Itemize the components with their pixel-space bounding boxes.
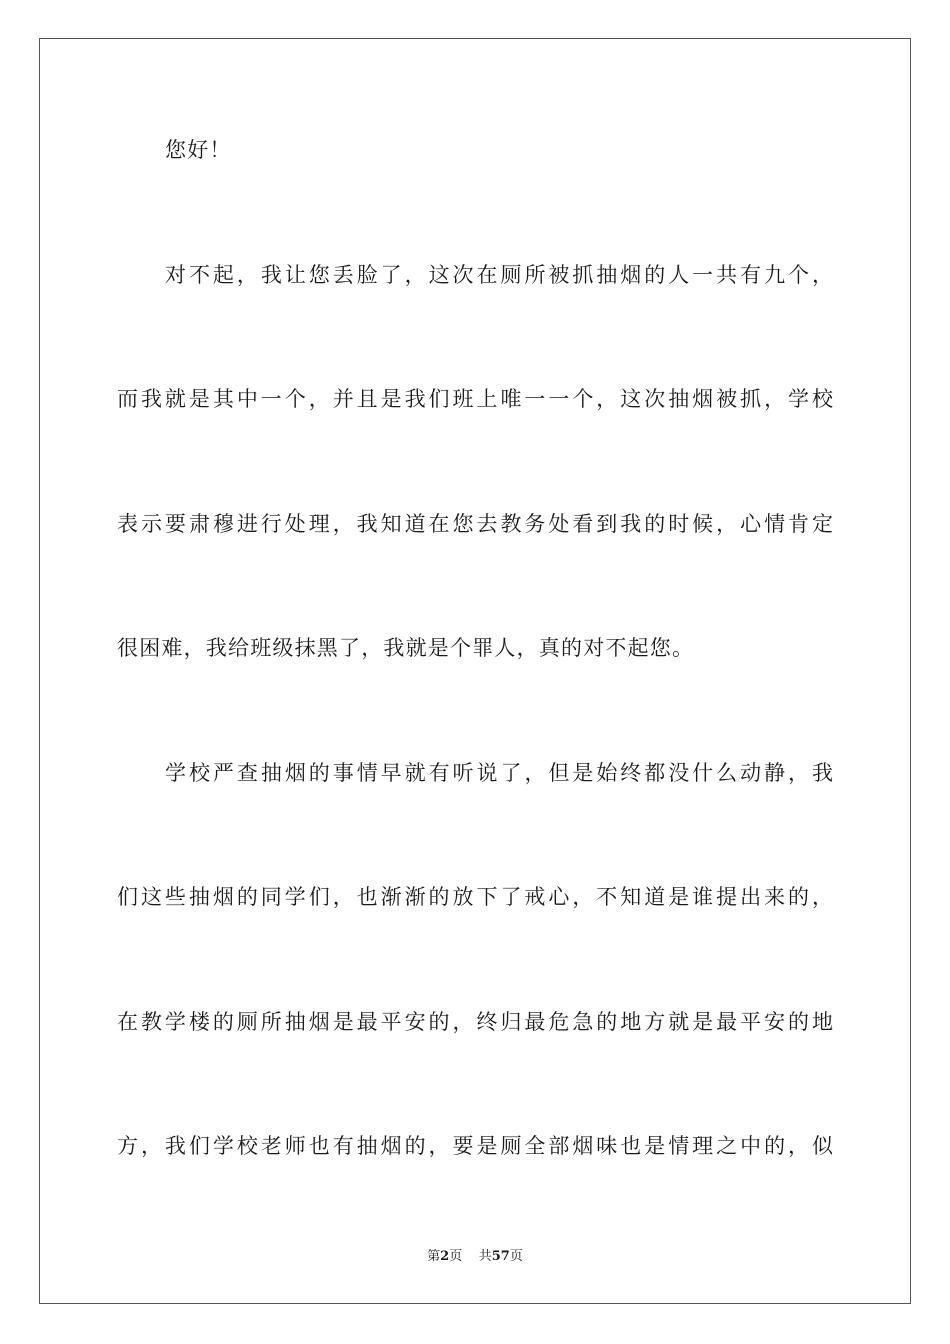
page-border	[39, 38, 911, 1304]
text-line: 对不起，我让您丢脸了，这次在厕所被抓抽烟的人一共有九个，	[165, 263, 833, 287]
text-line: 表示要肃穆进行处理，我知道在您去教务处看到我的时候，心情肯定	[117, 512, 833, 536]
page-prefix: 第	[427, 1249, 441, 1264]
text-line: 而我就是其中一个，并且是我们班上唯一一个，这次抽烟被抓，学校	[117, 387, 833, 411]
greeting-line: 您好！	[165, 138, 232, 162]
page-number: 2	[440, 1249, 450, 1264]
text-line: 很困难，我给班级抹黑了，我就是个罪人，真的对不起您。	[117, 636, 695, 660]
text-line: 在教学楼的厕所抽烟是最平安的，终归最危急的地方就是最平安的地	[117, 1010, 833, 1034]
text-line: 学校严查抽烟的事情早就有听说了，但是始终都没什么动静，我	[165, 761, 833, 785]
page-suffix: 页	[449, 1249, 463, 1264]
total-suffix: 页	[509, 1249, 523, 1264]
page-footer	[0, 1248, 950, 1266]
total-prefix: 共	[478, 1249, 492, 1264]
text-line: 们这些抽烟的同学们，也渐渐的放下了戒心，不知道是谁提出来的，	[117, 885, 833, 909]
text-line: 方，我们学校老师也有抽烟的，要是厕全部烟味也是情理之中的，似	[117, 1134, 833, 1158]
total-pages: 57	[491, 1249, 510, 1264]
